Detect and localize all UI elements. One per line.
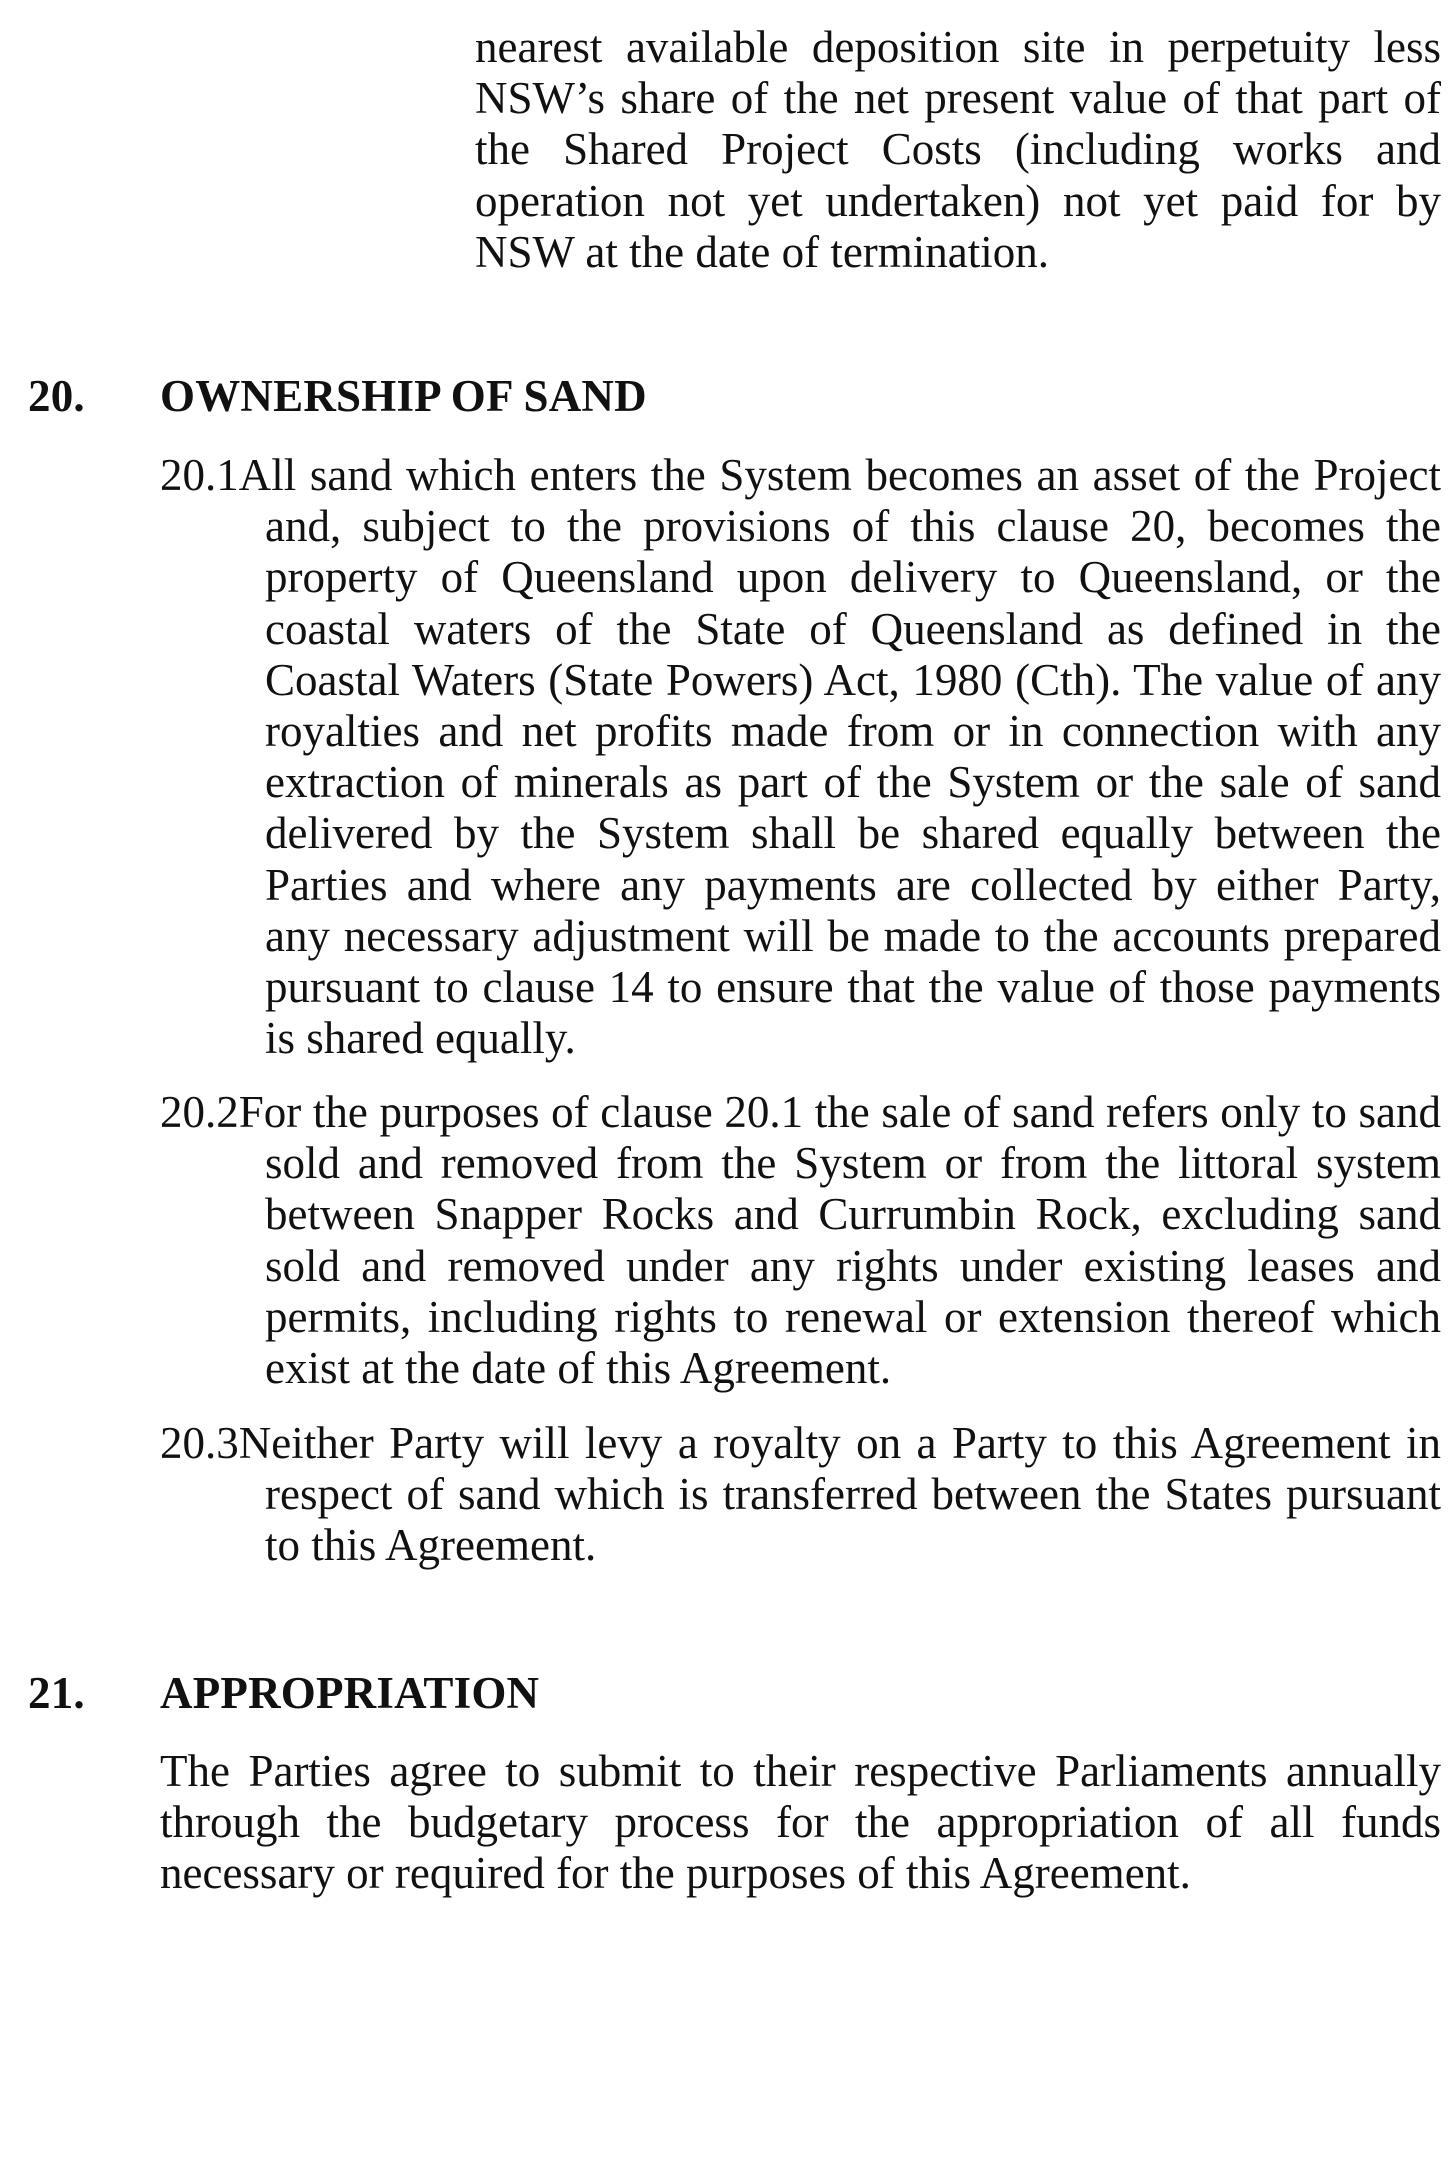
clause-text: For the purposes of clause 20.1 the sale of sand refers only to sand sold and removed from the System or from the littoral system between Snapper Rocks and Currumbin Rock, excluding sand sold and removed under any rights under existing leases and permits, including rights to renewal or extension thereof which exist at the date of this Agreement. [238,1087,1441,1394]
continued-paragraph: nearest available deposition site in perpetuity less NSW’s share of the net present value of that part of the Shared Project Costs (including works and operation not yet undertaken) not yet paid for by NSW at the date of termination. [475,22,1441,277]
clause-20-1 [160,450,1441,1064]
clause-number: 20.3 [160,1418,239,1468]
section-number: 21. [28,1668,85,1718]
section-heading-21 [28,1667,1128,1719]
clause-text: All sand which enters the System becomes an asset of the Project and, subject to the provisions of this clause 20, becomes the property of Queensland upon delivery to Queensland, or the coastal waters of the State of Queensland as defined in the Coastal Waters (State Powers) Act, 1980 (Cth). The value of any royalties and net profits made from or in connection with any extraction of minerals as part of the System or the sale of sand delivered by the System shall be shared equally between the Parties and where any payments are collected by either Party, any necessary adjustment will be made to the accounts prepared pursuant to clause 14 to ensure that the value of those payments is shared equally. [238,450,1441,1064]
section-number: 20. [28,371,85,421]
section-title: APPROPRIATION [160,1668,540,1718]
clause-number: 20.1 [160,450,239,500]
section-heading-20 [28,370,1128,422]
clause-20-2 [160,1087,1441,1394]
clause-20-3 [160,1418,1441,1572]
clause-number: 20.2 [160,1087,239,1137]
section-21-paragraph: The Parties agree to submit to their respective Parliaments annually through the budgetary process for the appropriation of all funds necessary or required for the purposes of this Agreement. [160,1746,1441,1899]
clause-text: Neither Party will levy a royalty on a Party to this Agreement in respect of sand which is transferred between the States pursuant to this Agreement. [238,1418,1441,1571]
section-title: OWNERSHIP OF SAND [160,371,647,421]
